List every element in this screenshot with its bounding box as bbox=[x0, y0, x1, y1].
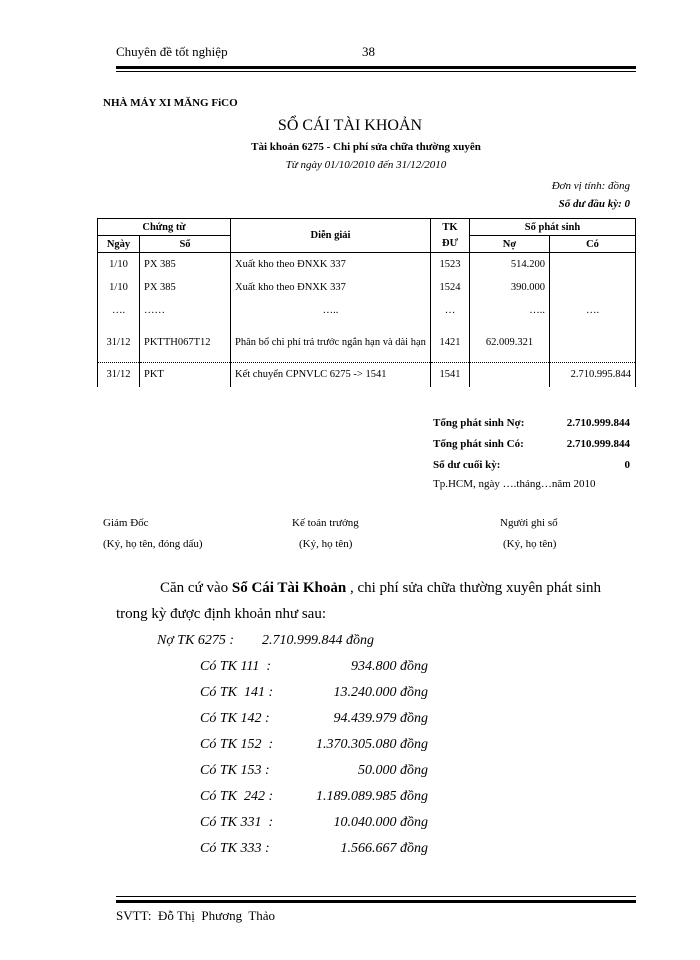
entry-credit-amount: 13.240.000 đồng bbox=[333, 685, 428, 700]
paragraph-bold-term: Sổ Cái Tài Khoản bbox=[231, 580, 347, 596]
header-ngay: Ngày bbox=[98, 236, 140, 253]
footer-rule-thick bbox=[116, 900, 636, 903]
paragraph-line-1 bbox=[160, 580, 601, 597]
cell-so: PX 385 bbox=[140, 253, 231, 277]
entry-credit-amount: 10.040.000 đồng bbox=[333, 815, 428, 830]
cell-tk: 1524 bbox=[431, 277, 470, 299]
cell-no: 514.200 bbox=[470, 253, 550, 277]
header-rule-thin bbox=[116, 71, 636, 72]
cell-no: 390.000 bbox=[470, 277, 550, 299]
header-no: Nợ bbox=[470, 236, 550, 253]
cell-ngay: 31/12 bbox=[98, 363, 140, 387]
entry-credit-account: Có TK 333 : bbox=[200, 841, 270, 856]
table-row bbox=[98, 277, 636, 299]
entry-credit-account: Có TK 331 : bbox=[200, 815, 274, 830]
cell-ngay: 1/10 bbox=[98, 277, 140, 299]
page-number: 38 bbox=[362, 44, 375, 59]
ledger-period: Từ ngày 01/10/2010 đến 31/12/2010 bbox=[285, 159, 447, 171]
entry-credit-account: Có TK 153 : bbox=[200, 763, 270, 778]
cell-no: ….. bbox=[470, 299, 550, 323]
table-row bbox=[98, 363, 636, 387]
entry-credit-account: Có TK 142 : bbox=[200, 711, 270, 726]
entry-credit-account: Có TK 242 : bbox=[200, 789, 274, 804]
cell-dien-giai: Xuất kho theo ĐNXK 337 bbox=[231, 277, 431, 299]
paragraph-text: Căn cứ vào bbox=[160, 580, 232, 596]
ledger-subtitle: Tài khoản 6275 - Chi phí sửa chữa thường xuyên bbox=[251, 141, 481, 153]
entry-credit-amount: 50.000 đồng bbox=[358, 763, 428, 778]
cell-co: …. bbox=[550, 299, 636, 323]
signature-director-note: (Ký, họ tên, đóng dấu) bbox=[103, 538, 203, 550]
signature-recorder-title: Người ghi sổ bbox=[500, 517, 558, 529]
cell-dien-giai: ….. bbox=[231, 299, 431, 323]
cell-co bbox=[550, 323, 636, 363]
closing-balance-label: Số dư cuối kỳ: bbox=[433, 459, 501, 471]
header-so-phat-sinh: Số phát sinh bbox=[470, 219, 636, 236]
entry-debit-account: Nợ TK 6275 : bbox=[157, 633, 235, 648]
paragraph-text: , chi phí sửa chữa thường xuyên phát sinh bbox=[346, 580, 601, 596]
table-row bbox=[98, 323, 636, 363]
cell-no: 62.009.321 bbox=[470, 323, 550, 363]
total-credit-value: 2.710.999.844 bbox=[566, 438, 630, 450]
cell-dien-giai: Kết chuyển CPNVLC 6275 -> 1541 bbox=[231, 363, 431, 387]
cell-no bbox=[470, 363, 550, 387]
cell-ngay: …. bbox=[98, 299, 140, 323]
paragraph-line-2: trong kỳ được định khoản như sau: bbox=[116, 606, 326, 622]
ledger-title: SỔ CÁI TÀI KHOẢN bbox=[277, 117, 423, 134]
header-co: Có bbox=[550, 236, 636, 253]
cell-so: …… bbox=[140, 299, 231, 323]
entry-credit-amount: 934.800 đồng bbox=[351, 659, 428, 674]
opening-balance: Số dư đầu kỳ: 0 bbox=[558, 198, 630, 210]
table-row bbox=[98, 253, 636, 277]
footer-rule-thin bbox=[116, 896, 636, 897]
cell-ngay: 1/10 bbox=[98, 253, 140, 277]
entry-credit-amount: 1.566.667 đồng bbox=[340, 841, 428, 856]
entry-credit-account: Có TK 152 : bbox=[200, 737, 274, 752]
cell-ngay: 31/12 bbox=[98, 323, 140, 363]
entry-debit-amount: 2.710.999.844 đồng bbox=[262, 633, 374, 648]
cell-tk: 1421 bbox=[431, 323, 470, 363]
total-debit-value: 2.710.999.844 bbox=[566, 417, 630, 429]
place-date: Tp.HCM, ngày ….tháng…năm 2010 bbox=[433, 478, 596, 490]
running-header-title: Chuyên đề tốt nghiệp bbox=[116, 44, 228, 59]
cell-co bbox=[550, 277, 636, 299]
cell-dien-giai: Xuất kho theo ĐNXK 337 bbox=[231, 253, 431, 277]
header-rule-thick bbox=[116, 66, 636, 69]
total-debit-label: Tổng phát sinh Nợ: bbox=[433, 417, 525, 429]
closing-balance-value: 0 bbox=[624, 459, 630, 471]
entry-credit-amount: 1.370.305.080 đồng bbox=[316, 737, 428, 752]
entry-credit-amount: 94.439.979 đồng bbox=[333, 711, 428, 726]
ledger-table bbox=[97, 218, 636, 387]
unit-label: Đơn vị tính: đồng bbox=[551, 180, 630, 192]
table-row bbox=[98, 299, 636, 323]
cell-tk: 1523 bbox=[431, 253, 470, 277]
cell-co bbox=[550, 253, 636, 277]
cell-tk: … bbox=[431, 299, 470, 323]
header-chung-tu: Chứng từ bbox=[98, 219, 231, 236]
company-name: NHÀ MÁY XI MĂNG FiCO bbox=[103, 97, 238, 109]
signature-chief-accountant-note: (Ký, họ tên) bbox=[299, 538, 353, 550]
cell-so: PX 385 bbox=[140, 277, 231, 299]
signature-director-title: Giám Đốc bbox=[103, 517, 149, 529]
cell-so: PKTTH067T12 bbox=[140, 323, 231, 363]
cell-so: PKT bbox=[140, 363, 231, 387]
entry-credit-account: Có TK 111 : bbox=[200, 659, 272, 674]
student-name: SVTT: Đỗ Thị Phương Thảo bbox=[116, 908, 276, 923]
total-credit-label: Tổng phát sinh Có: bbox=[433, 438, 524, 450]
header-tk: TK bbox=[431, 219, 470, 236]
entry-credit-amount: 1.189.089.985 đồng bbox=[316, 789, 428, 804]
header-du: ĐƯ bbox=[431, 236, 470, 253]
signature-recorder-note: (Ký, họ tên) bbox=[503, 538, 557, 550]
cell-tk: 1541 bbox=[431, 363, 470, 387]
header-dien-giai: Diễn giải bbox=[231, 219, 431, 253]
header-so: Số bbox=[140, 236, 231, 253]
signature-chief-accountant-title: Kế toán trưởng bbox=[292, 517, 359, 529]
cell-co: 2.710.995.844 bbox=[550, 363, 636, 387]
cell-dien-giai: Phân bổ chi phí trả trước ngắn hạn và dài hạn bbox=[231, 323, 431, 363]
entry-credit-account: Có TK 141 : bbox=[200, 685, 274, 700]
